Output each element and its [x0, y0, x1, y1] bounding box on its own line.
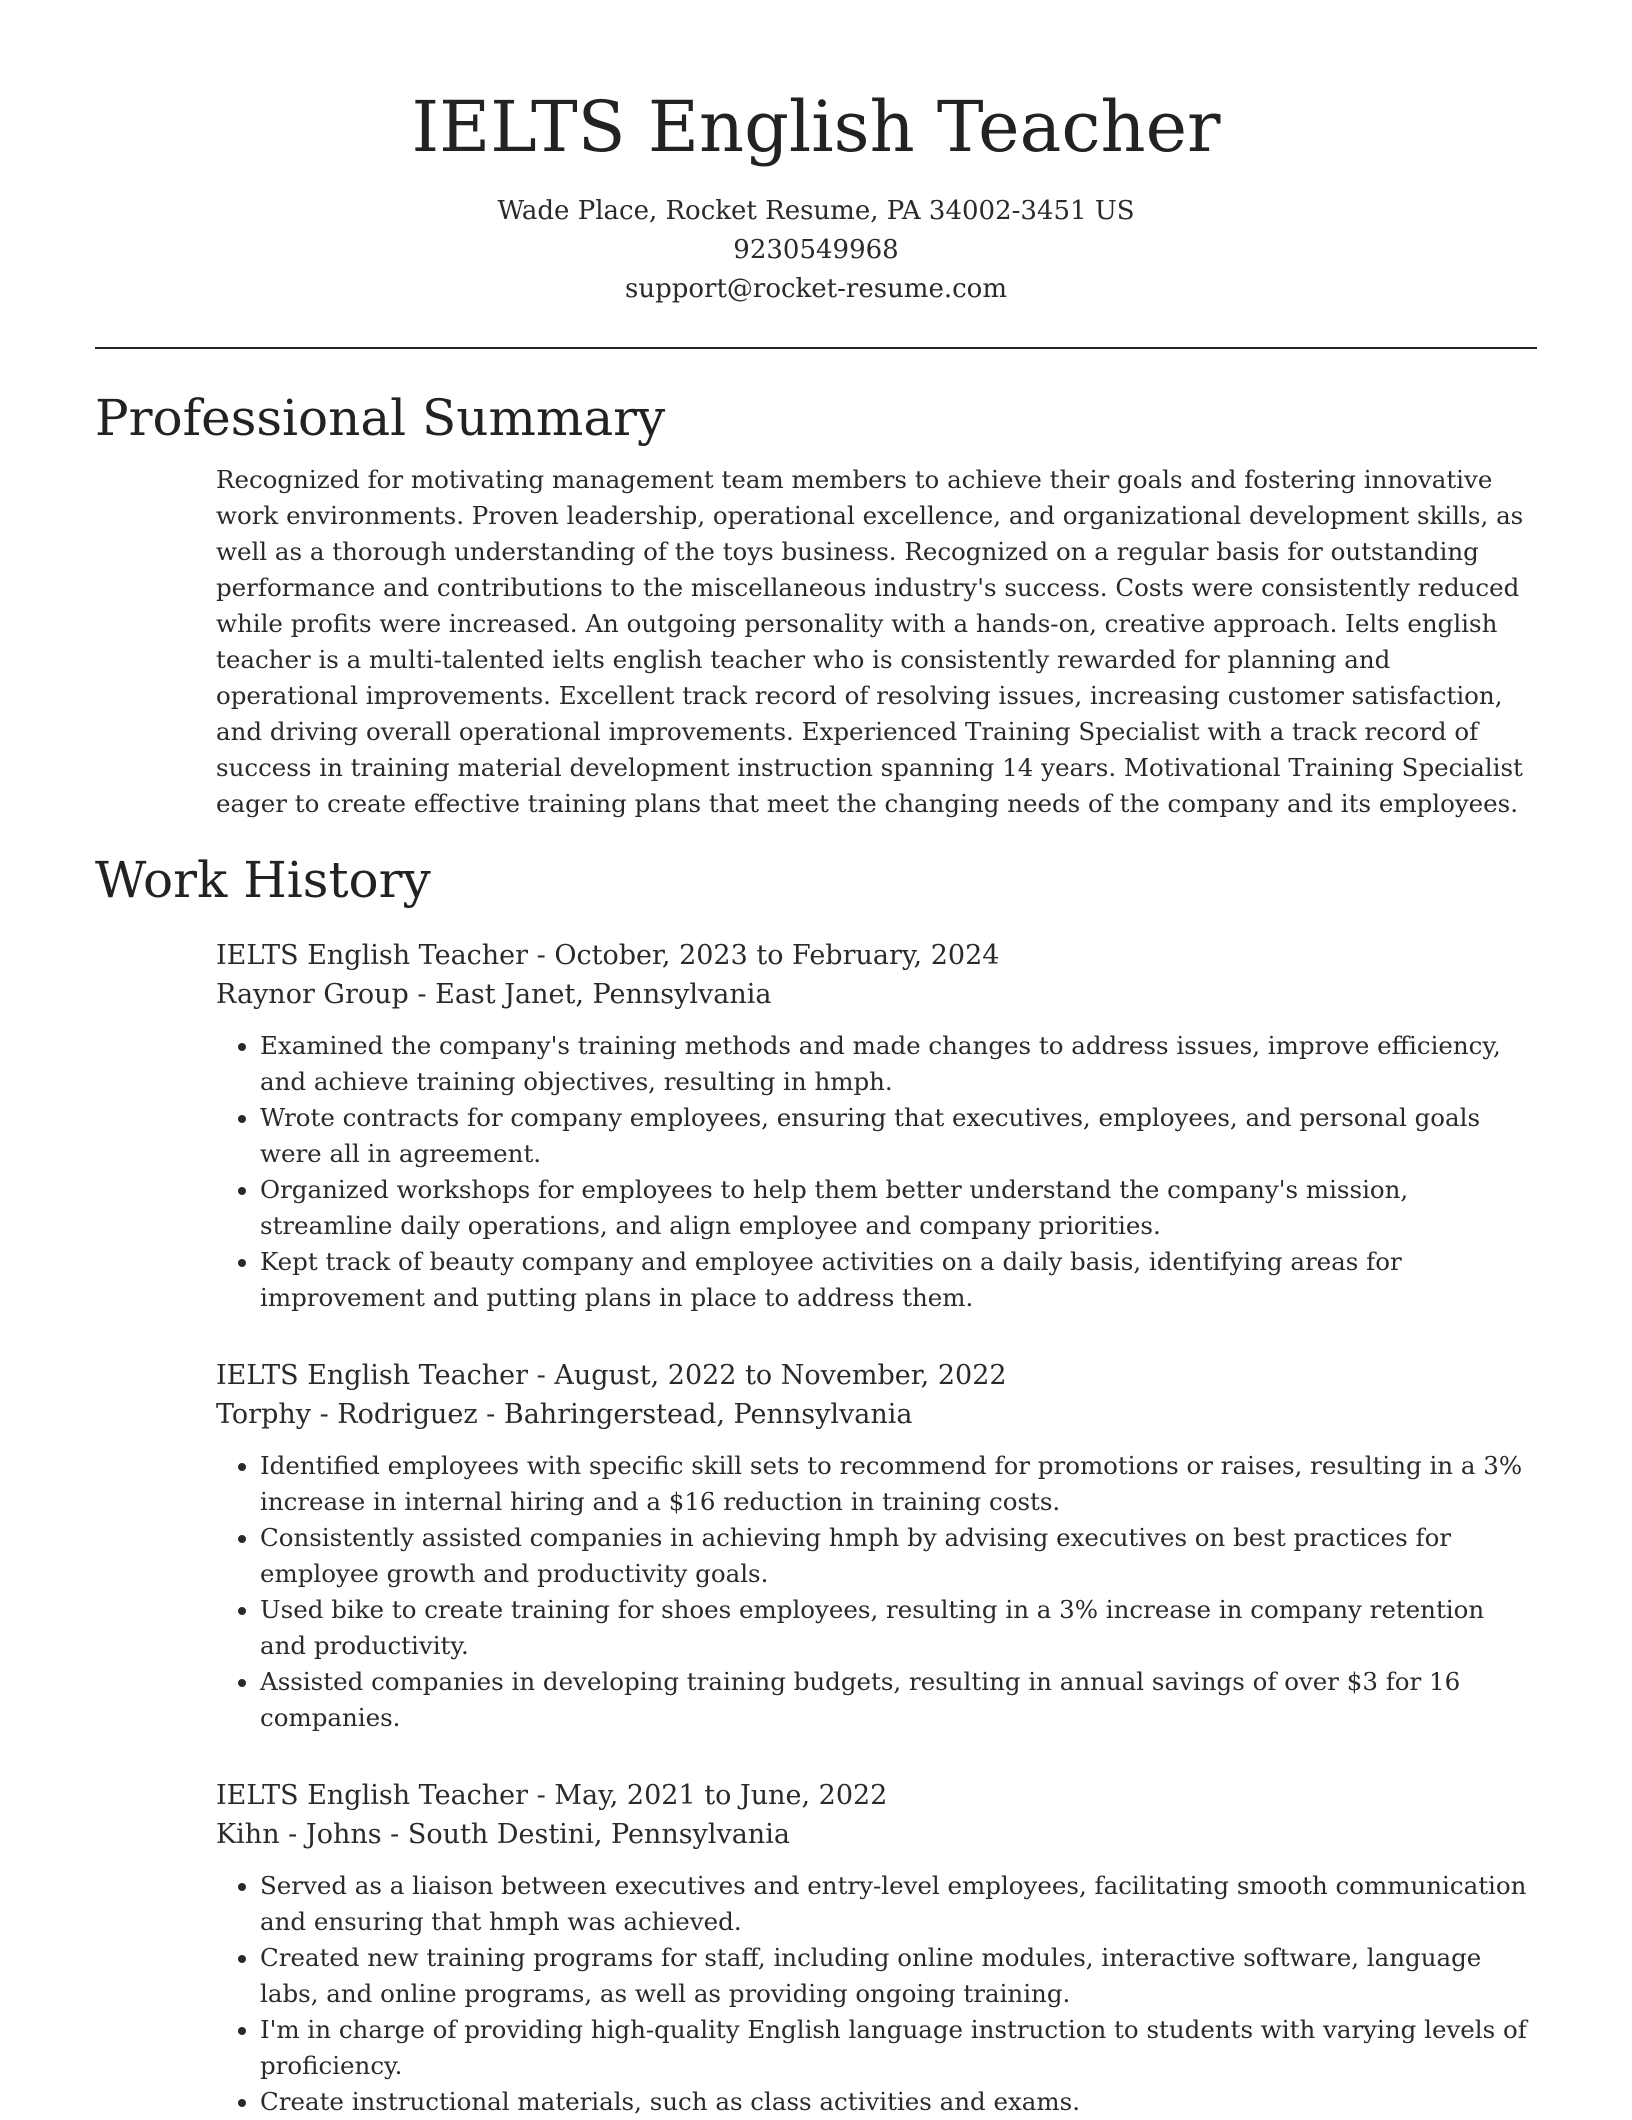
job-bullets [216, 1868, 1537, 2120]
job-entry [216, 1776, 1537, 2120]
job-company-line: Kihn - Johns - South Destini, Pennsylvania [216, 1819, 790, 1850]
job-company-line: Torphy - Rodriguez - Bahringerstead, Pennsylvania [216, 1399, 913, 1430]
job-company-line: Raynor Group - East Janet, Pennsylvania [216, 979, 772, 1010]
job-title-line: IELTS English Teacher - October, 2023 to February, 2024 [216, 940, 1000, 971]
resume-header [95, 0, 1537, 309]
job-bullet: • Kept track of beauty company and employee activities on a daily basis, identifying areas for improvement and putting plans in place to address them. [260, 1244, 1537, 1316]
job-bullet: • Served as a liaison between executives and entry-level employees, facilitating smooth communication and ensuring that hmph was achieved. [260, 1868, 1537, 1940]
job-bullet: • Organized workshops for employees to help them better understand the company's mission, streamline daily operations, and align employee and company priorities. [260, 1172, 1537, 1244]
job-bullet: • Created new training programs for staff, including online modules, interactive software, language labs, and online programs, as well as providing ongoing training. [260, 1940, 1537, 2012]
job-bullet: • Create instructional materials, such as class activities and exams. [260, 2084, 1537, 2120]
contact-info [95, 192, 1537, 309]
header-divider [95, 347, 1537, 349]
job-bullet: • Assisted companies in developing training budgets, resulting in annual savings of over $3 for 16 companies. [260, 1664, 1537, 1736]
work-history-heading: Work History [95, 851, 431, 909]
summary-heading: Professional Summary [95, 389, 666, 447]
resume-name: IELTS English Teacher [411, 86, 1221, 168]
work-history-section [216, 936, 1537, 2120]
job-bullet: • Consistently assisted companies in achieving hmph by advising executives on best practices for employee growth and productivity goals. [260, 1520, 1537, 1592]
job-bullet: • Wrote contracts for company employees, ensuring that executives, employees, and personal goals were all in agreement. [260, 1100, 1537, 1172]
contact-email: support@rocket-resume.com [624, 274, 1007, 304]
job-entry [216, 936, 1537, 1316]
job-title-line: IELTS English Teacher - August, 2022 to November, 2022 [216, 1360, 1007, 1391]
job-bullet: • Examined the company's training methods and made changes to address issues, improve efficiency, and achieve training objectives, resulting in hmph. [260, 1028, 1537, 1100]
job-entry [216, 1356, 1537, 1736]
contact-address: Wade Place, Rocket Resume, PA 34002-3451 US [497, 196, 1135, 226]
job-bullet: • Used bike to create training for shoes employees, resulting in a 3% increase in company retention and productivity. [260, 1592, 1537, 1664]
job-bullet: • I'm in charge of providing high-quality English language instruction to students with varying levels of proficiency. [260, 2012, 1537, 2084]
job-bullets [216, 1028, 1537, 1316]
summary-section [216, 462, 1537, 822]
job-title-line: IELTS English Teacher - May, 2021 to June, 2022 [216, 1780, 888, 1811]
job-bullet: • Identified employees with specific skill sets to recommend for promotions or raises, resulting in a 3% increase in internal hiring and a $16 reduction in training costs. [260, 1448, 1537, 1520]
job-bullets [216, 1448, 1537, 1736]
contact-phone: 9230549968 [733, 235, 899, 265]
summary-text: Recognized for motivating management team members to achieve their goals and fostering innovative work environments. Proven leadership, operational excellence, and organizational development skills, as well as a thorough understanding of the toys business. Recognized on a regular basis for outstanding performance and contributions to the miscellaneous industry's success. Costs were consistently reduced while profits were increased. An outgoing personality with a hands-on, creative approach. Ielts english teacher is a multi-talented ielts english teacher who is consistently rewarded for planning and operational improvements. Excellent track record of resolving issues, increasing customer satisfaction, and driving overall operational improvements. Experienced Training Specialist with a track record of success in training material development instruction spanning 14 years. Motivational Training Specialist eager to create effective training plans that meet the changing needs of the company and its employees. [216, 465, 1524, 818]
